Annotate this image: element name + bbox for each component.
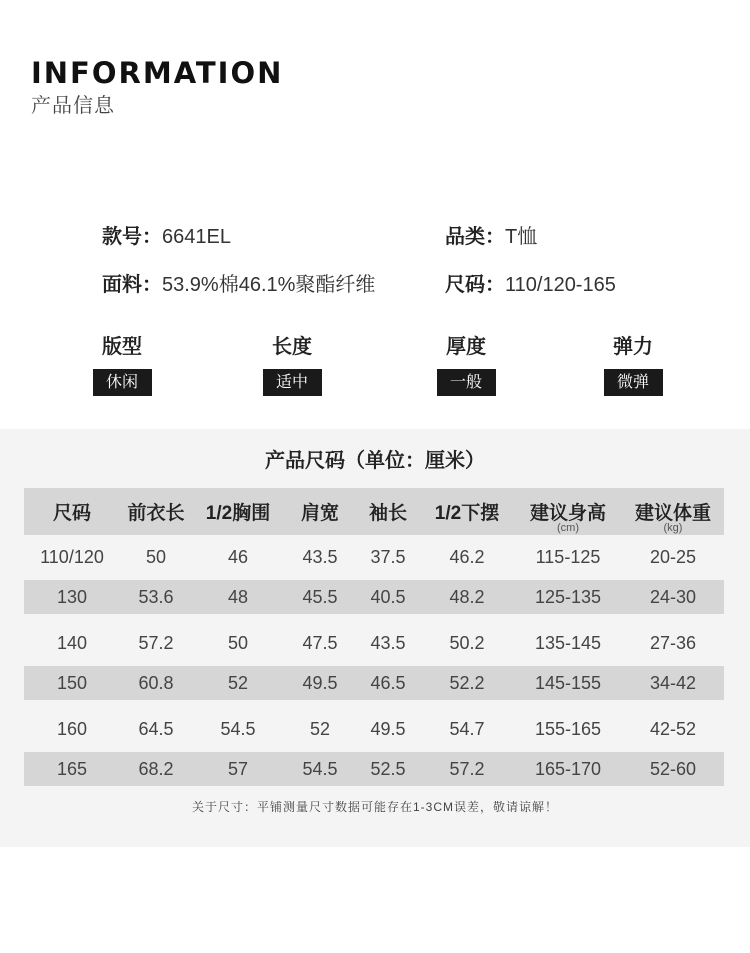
table-row (24, 666, 724, 700)
table-cell: 54.5 (284, 752, 356, 786)
table-cell: 110/120 (24, 535, 120, 580)
table-cell: 145-155 (514, 666, 622, 700)
info-fabric (102, 268, 375, 297)
column-header (24, 488, 120, 535)
column-header-unit: (cm) (557, 522, 579, 534)
table-cell: 165 (24, 752, 120, 786)
table-cell: 52.2 (420, 666, 514, 700)
column-header-label: 建议体重 (634, 503, 711, 524)
table-cell: 130 (24, 580, 120, 614)
table-cell: 57.2 (120, 621, 192, 666)
info-style-no-key: 款号： (102, 226, 162, 248)
table-cell: 50 (192, 621, 284, 666)
table-cell: 125-135 (514, 580, 622, 614)
title-english: INFORMATION (31, 56, 284, 90)
table-cell: 53.6 (120, 580, 192, 614)
table-cell: 46.2 (420, 535, 514, 580)
table-row (24, 621, 724, 666)
table-cell: 46 (192, 535, 284, 580)
attribute-length (242, 330, 342, 396)
attribute-tag: 一般 (437, 369, 496, 396)
title-chinese: 产品信息 (31, 95, 115, 117)
column-header (420, 488, 514, 535)
table-cell: 150 (24, 666, 120, 700)
table-cell: 43.5 (356, 621, 420, 666)
table-cell: 48 (192, 580, 284, 614)
table-cell: 50.2 (420, 621, 514, 666)
table-cell: 40.5 (356, 580, 420, 614)
attribute-fit (72, 330, 172, 396)
table-cell: 48.2 (420, 580, 514, 614)
column-header-label: 前衣长 (127, 503, 185, 524)
table-cell: 52.5 (356, 752, 420, 786)
attribute-tag: 休闲 (93, 369, 152, 396)
attribute-label: 版型 (102, 336, 142, 358)
table-cell: 54.7 (420, 707, 514, 752)
column-header-label: 袖长 (368, 503, 407, 524)
column-header-unit: (kg) (663, 522, 683, 534)
table-cell: 57.2 (420, 752, 514, 786)
table-cell: 64.5 (120, 707, 192, 752)
table-cell: 52 (192, 666, 284, 700)
table-cell: 34-42 (622, 666, 724, 700)
table-cell: 50 (120, 535, 192, 580)
column-header-label: 建议身高 (529, 503, 606, 524)
column-header-label: 1/2胸围 (205, 503, 271, 524)
table-cell: 54.5 (192, 707, 284, 752)
table-cell: 60.8 (120, 666, 192, 700)
column-header (192, 488, 284, 535)
table-cell: 52-60 (622, 752, 724, 786)
info-category-value: T恤 (505, 226, 538, 248)
measurement-note: 关于尺寸：平铺测量尺寸数据可能存在1-3CM误差，敬请谅解！ (191, 800, 558, 814)
info-category-key: 品类： (445, 226, 505, 248)
info-style-no (102, 220, 231, 249)
attribute-elasticity (583, 330, 683, 396)
size-chart-title: 产品尺码（单位：厘米） (265, 450, 485, 472)
info-size-value: 110/120-165 (505, 274, 616, 296)
table-cell: 20-25 (622, 535, 724, 580)
info-fabric-key: 面料： (102, 274, 162, 296)
table-cell: 135-145 (514, 621, 622, 666)
attribute-label: 厚度 (446, 336, 486, 358)
table-cell: 68.2 (120, 752, 192, 786)
column-header-label: 尺码 (52, 503, 91, 524)
table-row (24, 752, 724, 786)
table-row (24, 707, 724, 752)
table-cell: 57 (192, 752, 284, 786)
row-spacer (24, 614, 724, 621)
row-spacer-cell (24, 700, 724, 707)
row-spacer (24, 700, 724, 707)
info-size (445, 268, 616, 297)
size-chart-section (0, 429, 750, 847)
info-fabric-value: 53.9%棉46.1%聚酯纤维 (162, 274, 376, 296)
table-cell: 46.5 (356, 666, 420, 700)
info-category (445, 220, 537, 249)
table-cell: 49.5 (284, 666, 356, 700)
info-size-key: 尺码： (445, 274, 505, 296)
table-cell: 43.5 (284, 535, 356, 580)
table-cell: 115-125 (514, 535, 622, 580)
table-cell: 47.5 (284, 621, 356, 666)
table-cell: 49.5 (356, 707, 420, 752)
table-cell: 37.5 (356, 535, 420, 580)
table-cell: 140 (24, 621, 120, 666)
table-row (24, 580, 724, 614)
attribute-tag: 微弹 (604, 369, 663, 396)
attribute-label: 弹力 (613, 336, 653, 358)
table-cell: 27-36 (622, 621, 724, 666)
table-cell: 160 (24, 707, 120, 752)
column-header (622, 488, 724, 535)
table-cell: 45.5 (284, 580, 356, 614)
size-chart-header-row (24, 488, 724, 535)
attribute-thickness (416, 330, 516, 396)
row-spacer-cell (24, 614, 724, 621)
attribute-tag: 适中 (263, 369, 322, 396)
info-style-no-value: 6641EL (162, 226, 231, 248)
column-header (120, 488, 192, 535)
table-cell: 155-165 (514, 707, 622, 752)
table-cell: 24-30 (622, 580, 724, 614)
column-header (514, 488, 622, 535)
column-header-label: 1/2下摆 (434, 503, 500, 524)
table-cell: 52 (284, 707, 356, 752)
size-chart-table (24, 488, 724, 786)
table-cell: 42-52 (622, 707, 724, 752)
column-header (356, 488, 420, 535)
attribute-label: 长度 (272, 336, 312, 358)
column-header (284, 488, 356, 535)
table-row (24, 535, 724, 580)
column-header-label: 肩宽 (300, 503, 339, 524)
table-cell: 165-170 (514, 752, 622, 786)
